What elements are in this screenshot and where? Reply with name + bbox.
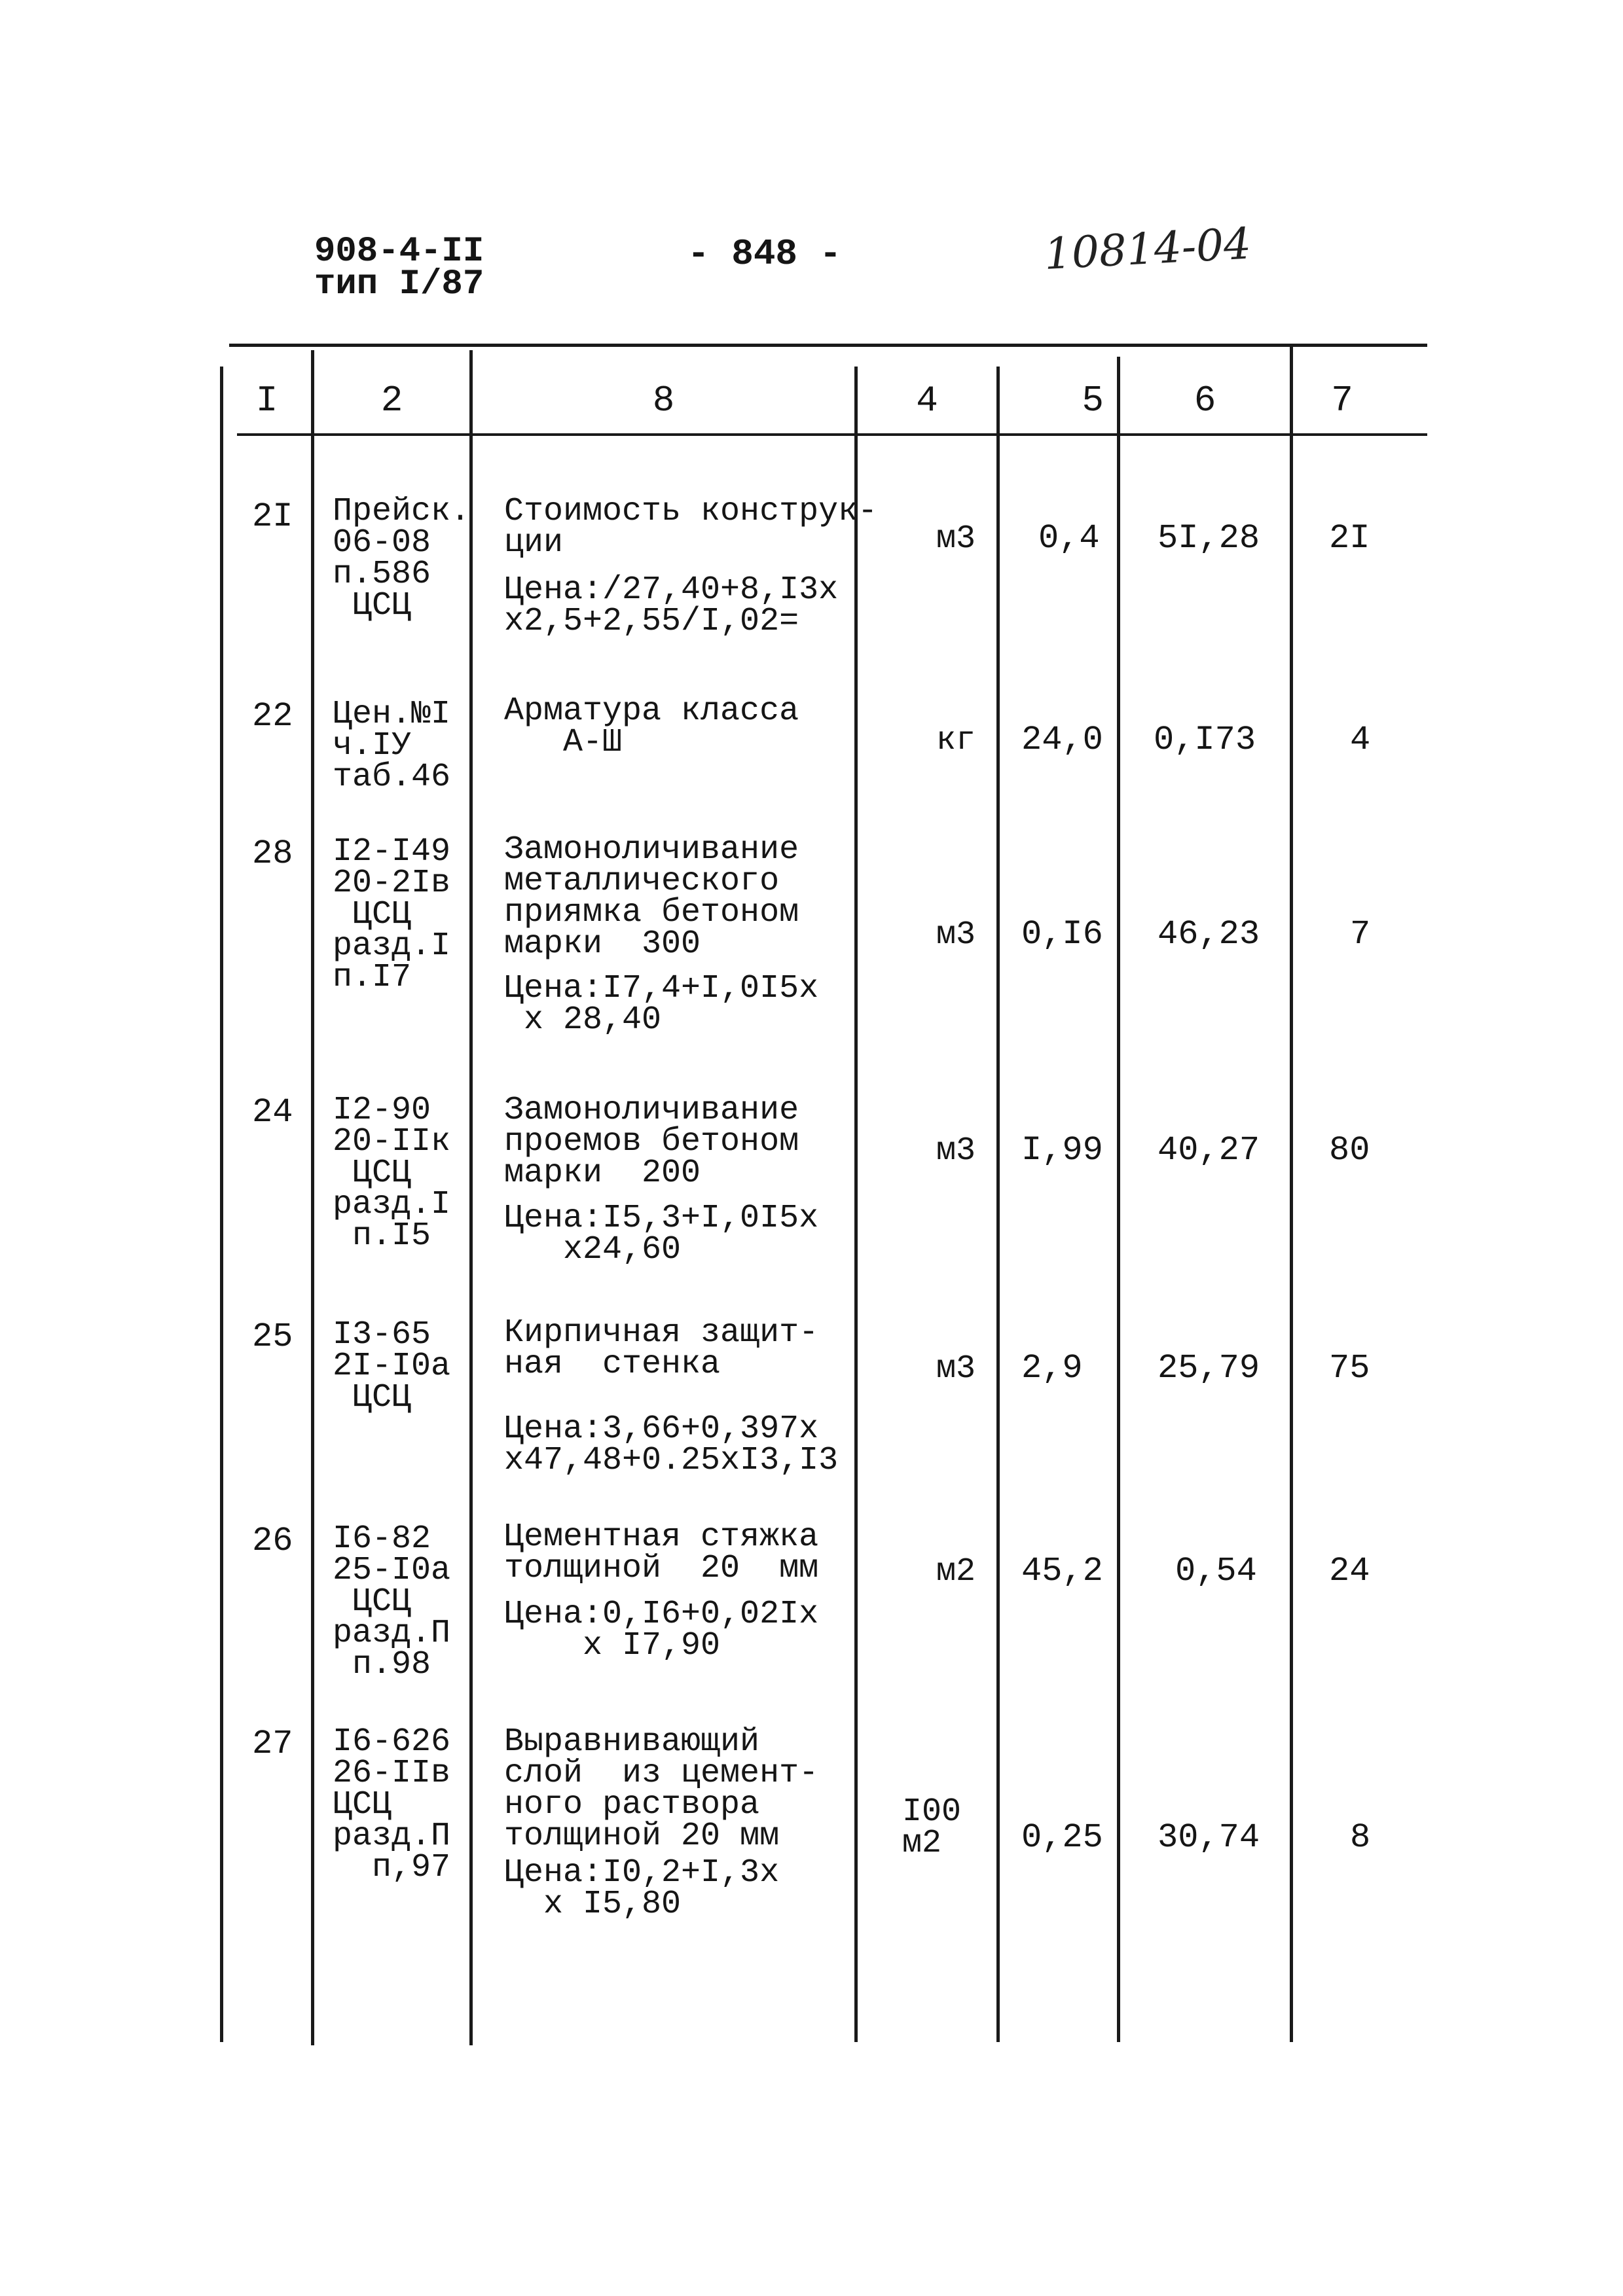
column-divider — [220, 367, 223, 2042]
formula-line: х2,5+2,55/I,02= — [504, 603, 799, 640]
row-price-formula — [504, 1410, 839, 1479]
description-line: Замоноличивание — [504, 831, 799, 869]
column-divider — [311, 350, 314, 2045]
document-code — [314, 232, 484, 304]
formula-line: Цена:/27,40+8,I3х — [504, 571, 839, 609]
reference-line: ЦСЦ — [352, 1155, 412, 1192]
description-line: марки 300 — [504, 925, 701, 963]
formula-line: Цена:I5,3+I,0I5х — [504, 1200, 819, 1237]
row-total: 4 — [1350, 721, 1371, 759]
document-code-line2: тип I/87 — [314, 264, 484, 304]
reference-line: разд.I — [333, 927, 451, 965]
column-divider — [996, 367, 1000, 2042]
reference-line: разд.П — [333, 1818, 451, 1855]
row-unit — [858, 722, 976, 759]
reference-line: таб.46 — [333, 759, 451, 796]
row-total: 75 — [1329, 1349, 1370, 1388]
row-unit-price: 0,54 — [1175, 1552, 1257, 1590]
row-reference — [333, 833, 451, 996]
reference-line: 26-IIв — [333, 1755, 451, 1792]
reference-line: 2I-I0а — [333, 1348, 451, 1385]
row-total: 24 — [1329, 1552, 1370, 1590]
reference-line: ЦСЦ — [352, 896, 412, 933]
unit-line: I00 — [902, 1793, 962, 1831]
table-header-rule — [237, 433, 1427, 436]
row-reference — [333, 696, 451, 796]
unit-line: м2 — [936, 1553, 976, 1590]
row-price-formula — [504, 571, 839, 640]
formula-line: х I7,90 — [504, 1627, 721, 1664]
row-number: 28 — [252, 834, 293, 873]
reference-line: Прейск. — [333, 493, 471, 530]
row-reference — [333, 1092, 451, 1255]
row-total: 7 — [1350, 915, 1371, 954]
reference-line: 25-I0а — [333, 1552, 451, 1589]
description-line: ная стенка — [504, 1346, 721, 1383]
row-unit — [858, 916, 976, 954]
formula-line: Цена:I7,4+I,0I5х — [504, 970, 819, 1007]
row-total: 2I — [1329, 519, 1370, 558]
row-description — [504, 1723, 819, 1855]
reference-line: п.I7 — [333, 959, 412, 996]
unit-line: м3 — [936, 520, 976, 558]
reference-line: ЦСЦ — [352, 587, 412, 624]
description-line: проемов бетоном — [504, 1123, 799, 1160]
table-top-rule — [229, 344, 1427, 347]
reference-line: разд.П — [333, 1615, 451, 1652]
document-code-line1: 908-4-II — [314, 232, 484, 272]
reference-line: 20-IIк — [333, 1123, 451, 1160]
reference-line: I2-90 — [333, 1092, 431, 1129]
row-total: 80 — [1329, 1131, 1370, 1170]
reference-line: п,97 — [372, 1849, 451, 1886]
row-description — [504, 1518, 819, 1587]
column-divider — [854, 367, 858, 2042]
reference-line: I6-626 — [333, 1723, 451, 1761]
reference-line: 06-08 — [333, 524, 431, 562]
unit-line: м3 — [936, 916, 976, 954]
description-line: Кирпичная защит- — [504, 1314, 819, 1352]
row-unit — [858, 520, 976, 558]
row-reference — [333, 493, 471, 624]
reference-line: п.586 — [333, 556, 431, 593]
row-description — [504, 1314, 819, 1383]
page-number: - 848 - — [687, 233, 842, 275]
reference-line: I6-82 — [333, 1520, 431, 1558]
formula-line: х I5,80 — [504, 1886, 682, 1923]
unit-line: м3 — [936, 1350, 976, 1388]
row-quantity: 2,9 — [1021, 1349, 1083, 1388]
row-unit-price: 25,79 — [1158, 1349, 1260, 1388]
row-price-formula — [504, 1200, 819, 1268]
row-unit — [902, 1793, 962, 1862]
row-quantity: 45,2 — [1021, 1552, 1103, 1590]
column-header-5: 5 — [1082, 380, 1104, 422]
row-number: 25 — [252, 1318, 293, 1356]
formula-line: х24,60 — [504, 1231, 682, 1268]
unit-line: м2 — [902, 1825, 942, 1862]
description-line: Стоимость конструк- — [504, 493, 878, 530]
description-line: Замоноличивание — [504, 1092, 799, 1129]
row-description — [504, 831, 799, 963]
reference-line: I3-65 — [333, 1316, 431, 1354]
row-quantity: 24,0 — [1021, 721, 1103, 759]
reference-line: ЦСЦ — [352, 1379, 412, 1416]
column-header-1: I — [255, 380, 278, 422]
reference-line: п.98 — [352, 1646, 431, 1683]
description-line: ного раствора — [504, 1786, 760, 1823]
row-total: 8 — [1350, 1818, 1371, 1857]
row-quantity: I,99 — [1021, 1131, 1103, 1170]
row-unit — [858, 1132, 976, 1170]
row-unit-price: 0,I73 — [1154, 721, 1256, 759]
row-unit-price: 30,74 — [1158, 1818, 1260, 1857]
row-unit-price: 40,27 — [1158, 1131, 1260, 1170]
row-unit-price: 5I,28 — [1158, 519, 1260, 558]
column-divider — [1290, 344, 1293, 2042]
description-line: приямка бетоном — [504, 894, 799, 931]
row-description — [504, 493, 878, 562]
row-number: 22 — [252, 697, 293, 736]
row-price-formula — [504, 970, 819, 1039]
handwritten-note: 10814-04 — [1042, 218, 1252, 279]
row-unit — [858, 1553, 976, 1590]
formula-line: Цена:3,66+0,397х — [504, 1410, 819, 1448]
row-number: 26 — [252, 1522, 293, 1560]
reference-line: п.I5 — [352, 1217, 431, 1255]
column-header-4: 4 — [916, 380, 938, 422]
row-reference — [333, 1316, 451, 1416]
description-line: толщиной 20 мм — [504, 1550, 819, 1587]
description-line: марки 200 — [504, 1155, 701, 1192]
reference-line: Цен.№I — [333, 696, 451, 733]
column-header-6: 6 — [1194, 380, 1216, 422]
row-reference — [333, 1520, 451, 1683]
formula-line: Цена:0,I6+0,02Iх — [504, 1596, 819, 1633]
column-header-3: 8 — [652, 380, 675, 422]
reference-line: ч.IУ — [333, 727, 412, 764]
reference-line: I2-I49 — [333, 833, 451, 870]
formula-line: х47,48+0.25хI3,I3 — [504, 1442, 839, 1479]
description-line: толщиной 20 мм — [504, 1818, 780, 1855]
reference-line: 20-2Iв — [333, 865, 451, 902]
reference-line: ЦСЦ — [352, 1583, 412, 1621]
row-description — [504, 692, 799, 761]
row-number: 27 — [252, 1725, 293, 1763]
column-divider — [1117, 357, 1120, 2042]
unit-line: м3 — [936, 1132, 976, 1170]
reference-line: ЦСЦ — [333, 1786, 392, 1823]
column-header-2: 2 — [380, 380, 403, 422]
description-line: металлического — [504, 863, 780, 900]
row-quantity: 0,I6 — [1021, 915, 1103, 954]
formula-line: Цена:I0,2+I,3х — [504, 1854, 780, 1892]
row-number: 2I — [252, 497, 293, 536]
row-price-formula — [504, 1596, 819, 1664]
row-number: 24 — [252, 1093, 293, 1132]
description-line: А-Ш — [504, 724, 623, 761]
row-unit — [858, 1350, 976, 1388]
formula-line: х 28,40 — [504, 1001, 662, 1039]
unit-line: кг — [936, 722, 976, 759]
description-line: ции — [504, 524, 564, 562]
column-header-7: 7 — [1331, 380, 1353, 422]
row-price-formula — [504, 1854, 780, 1923]
description-line: слой из цемент- — [504, 1755, 819, 1792]
row-quantity: 0,25 — [1021, 1818, 1103, 1857]
reference-line: разд.I — [333, 1186, 451, 1223]
row-reference — [333, 1723, 451, 1886]
description-line: Цементная стяжка — [504, 1518, 819, 1556]
row-description — [504, 1092, 799, 1192]
description-line: Арматура класса — [504, 692, 799, 730]
description-line: Выравнивающий — [504, 1723, 760, 1761]
row-quantity: 0,4 — [1038, 519, 1100, 558]
row-unit-price: 46,23 — [1158, 915, 1260, 954]
